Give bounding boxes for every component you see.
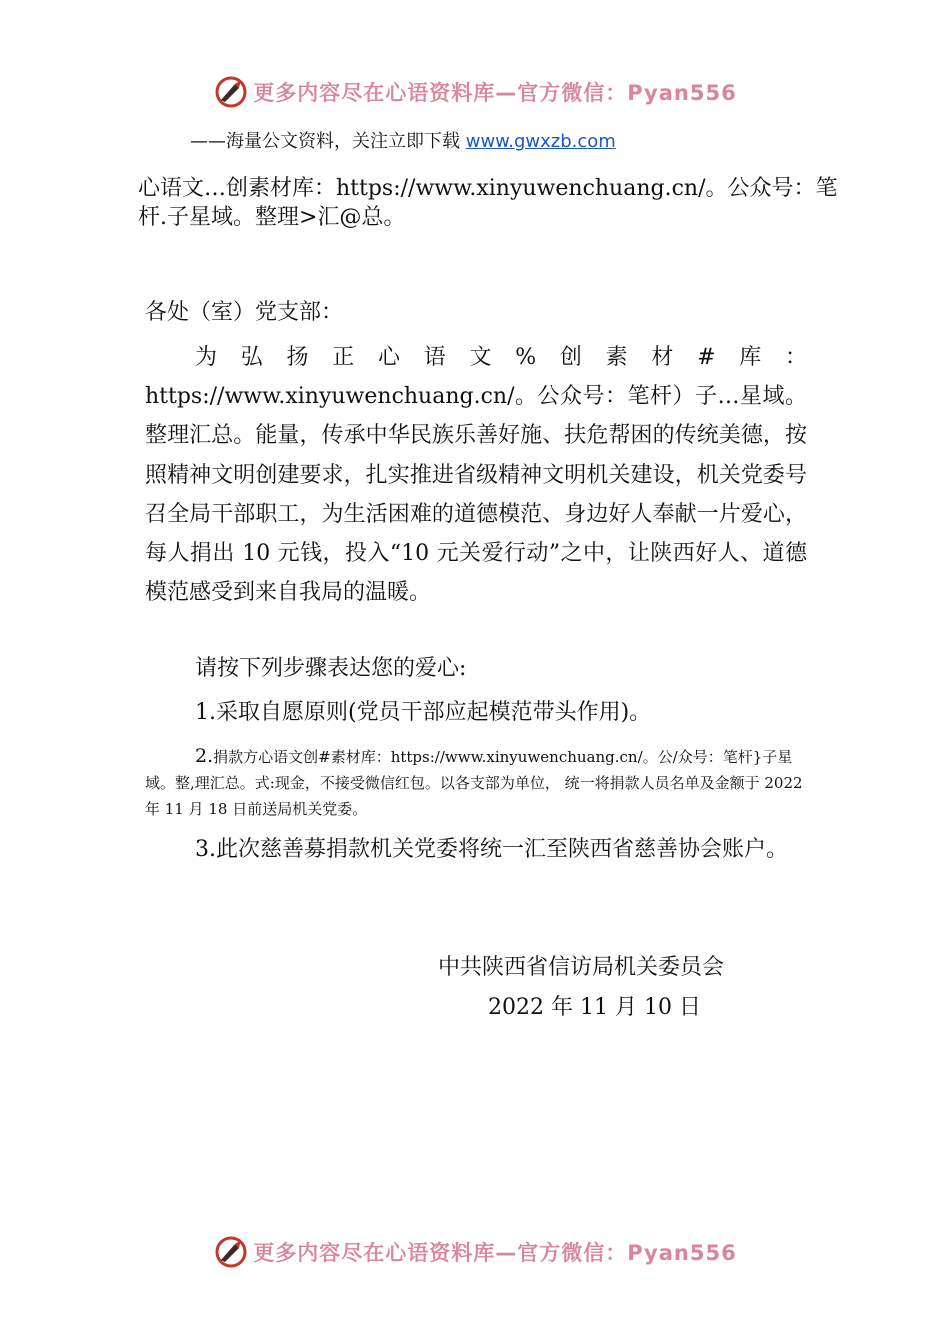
step-1: 1.采取自愿原则(党员干部应起模范带头作用)。 [195,700,652,725]
header-banner [0,72,950,112]
brand-logo-icon [213,74,249,110]
main-paragraph: 为弘扬正心语文%创素材#库：https://www.xinyuwenchuang.cn/。公众号：笔杆）子…星域。整理汇总。能量，传承中华民族乐善好施、扶危帮困的传统美德，按照精神文明创建要求，扎实推进省级精神文明机关建设，机关党委号召全局干部职工，为生活困难的道德模范、身边好人奉献一片爱心，每人捐出 10 元钱，投入“10 元关爱行动”之中，让陕西好人、道德模范感受到来自我局的温暖。 [145,345,807,606]
signature-organization: 中共陕西省信访局机关委员会 [438,955,725,980]
footer-banner-text: 更多内容尽在心语资料库—官方微信：Pyan556 [253,1241,737,1265]
steps-title: 请按下列步骤表达您的爱心: [195,656,467,681]
download-subline [190,127,616,153]
banner-text: 更多内容尽在心语资料库—官方微信：Pyan556 [253,81,737,105]
step-2-text: 捐款方心语文创#素材库：https://www.xinyuwenchuang.cn/。公/众号：笔杆}子星域。整,理汇总。式:现金，不接受微信红包。以各支部为单位， 统一将捐款人员名单及金额于 2022 年 11 月 18 日前送局机关党委。 [145,748,803,818]
signature-date: 2022 年 11 月 10 日 [488,995,701,1020]
source-line: 心语文…创素材库：https://www.xinyuwenchuang.cn/。公众号：笔杆.子星域。整理>汇@总。 [138,176,838,230]
download-link[interactable]: www.gwxzb.com [465,131,616,152]
step-2-number: 2. [195,745,214,767]
brand-logo-icon [213,1234,249,1270]
greeting: 各处（室）党支部： [145,300,344,325]
step-2 [145,743,807,822]
footer-banner [0,1232,950,1272]
step-3: 3.此次慈善募捐款机关党委将统一汇至陕西省慈善协会账户。 [195,837,788,862]
subline-prefix: ——海量公文资料，关注立即下载 [190,131,466,152]
